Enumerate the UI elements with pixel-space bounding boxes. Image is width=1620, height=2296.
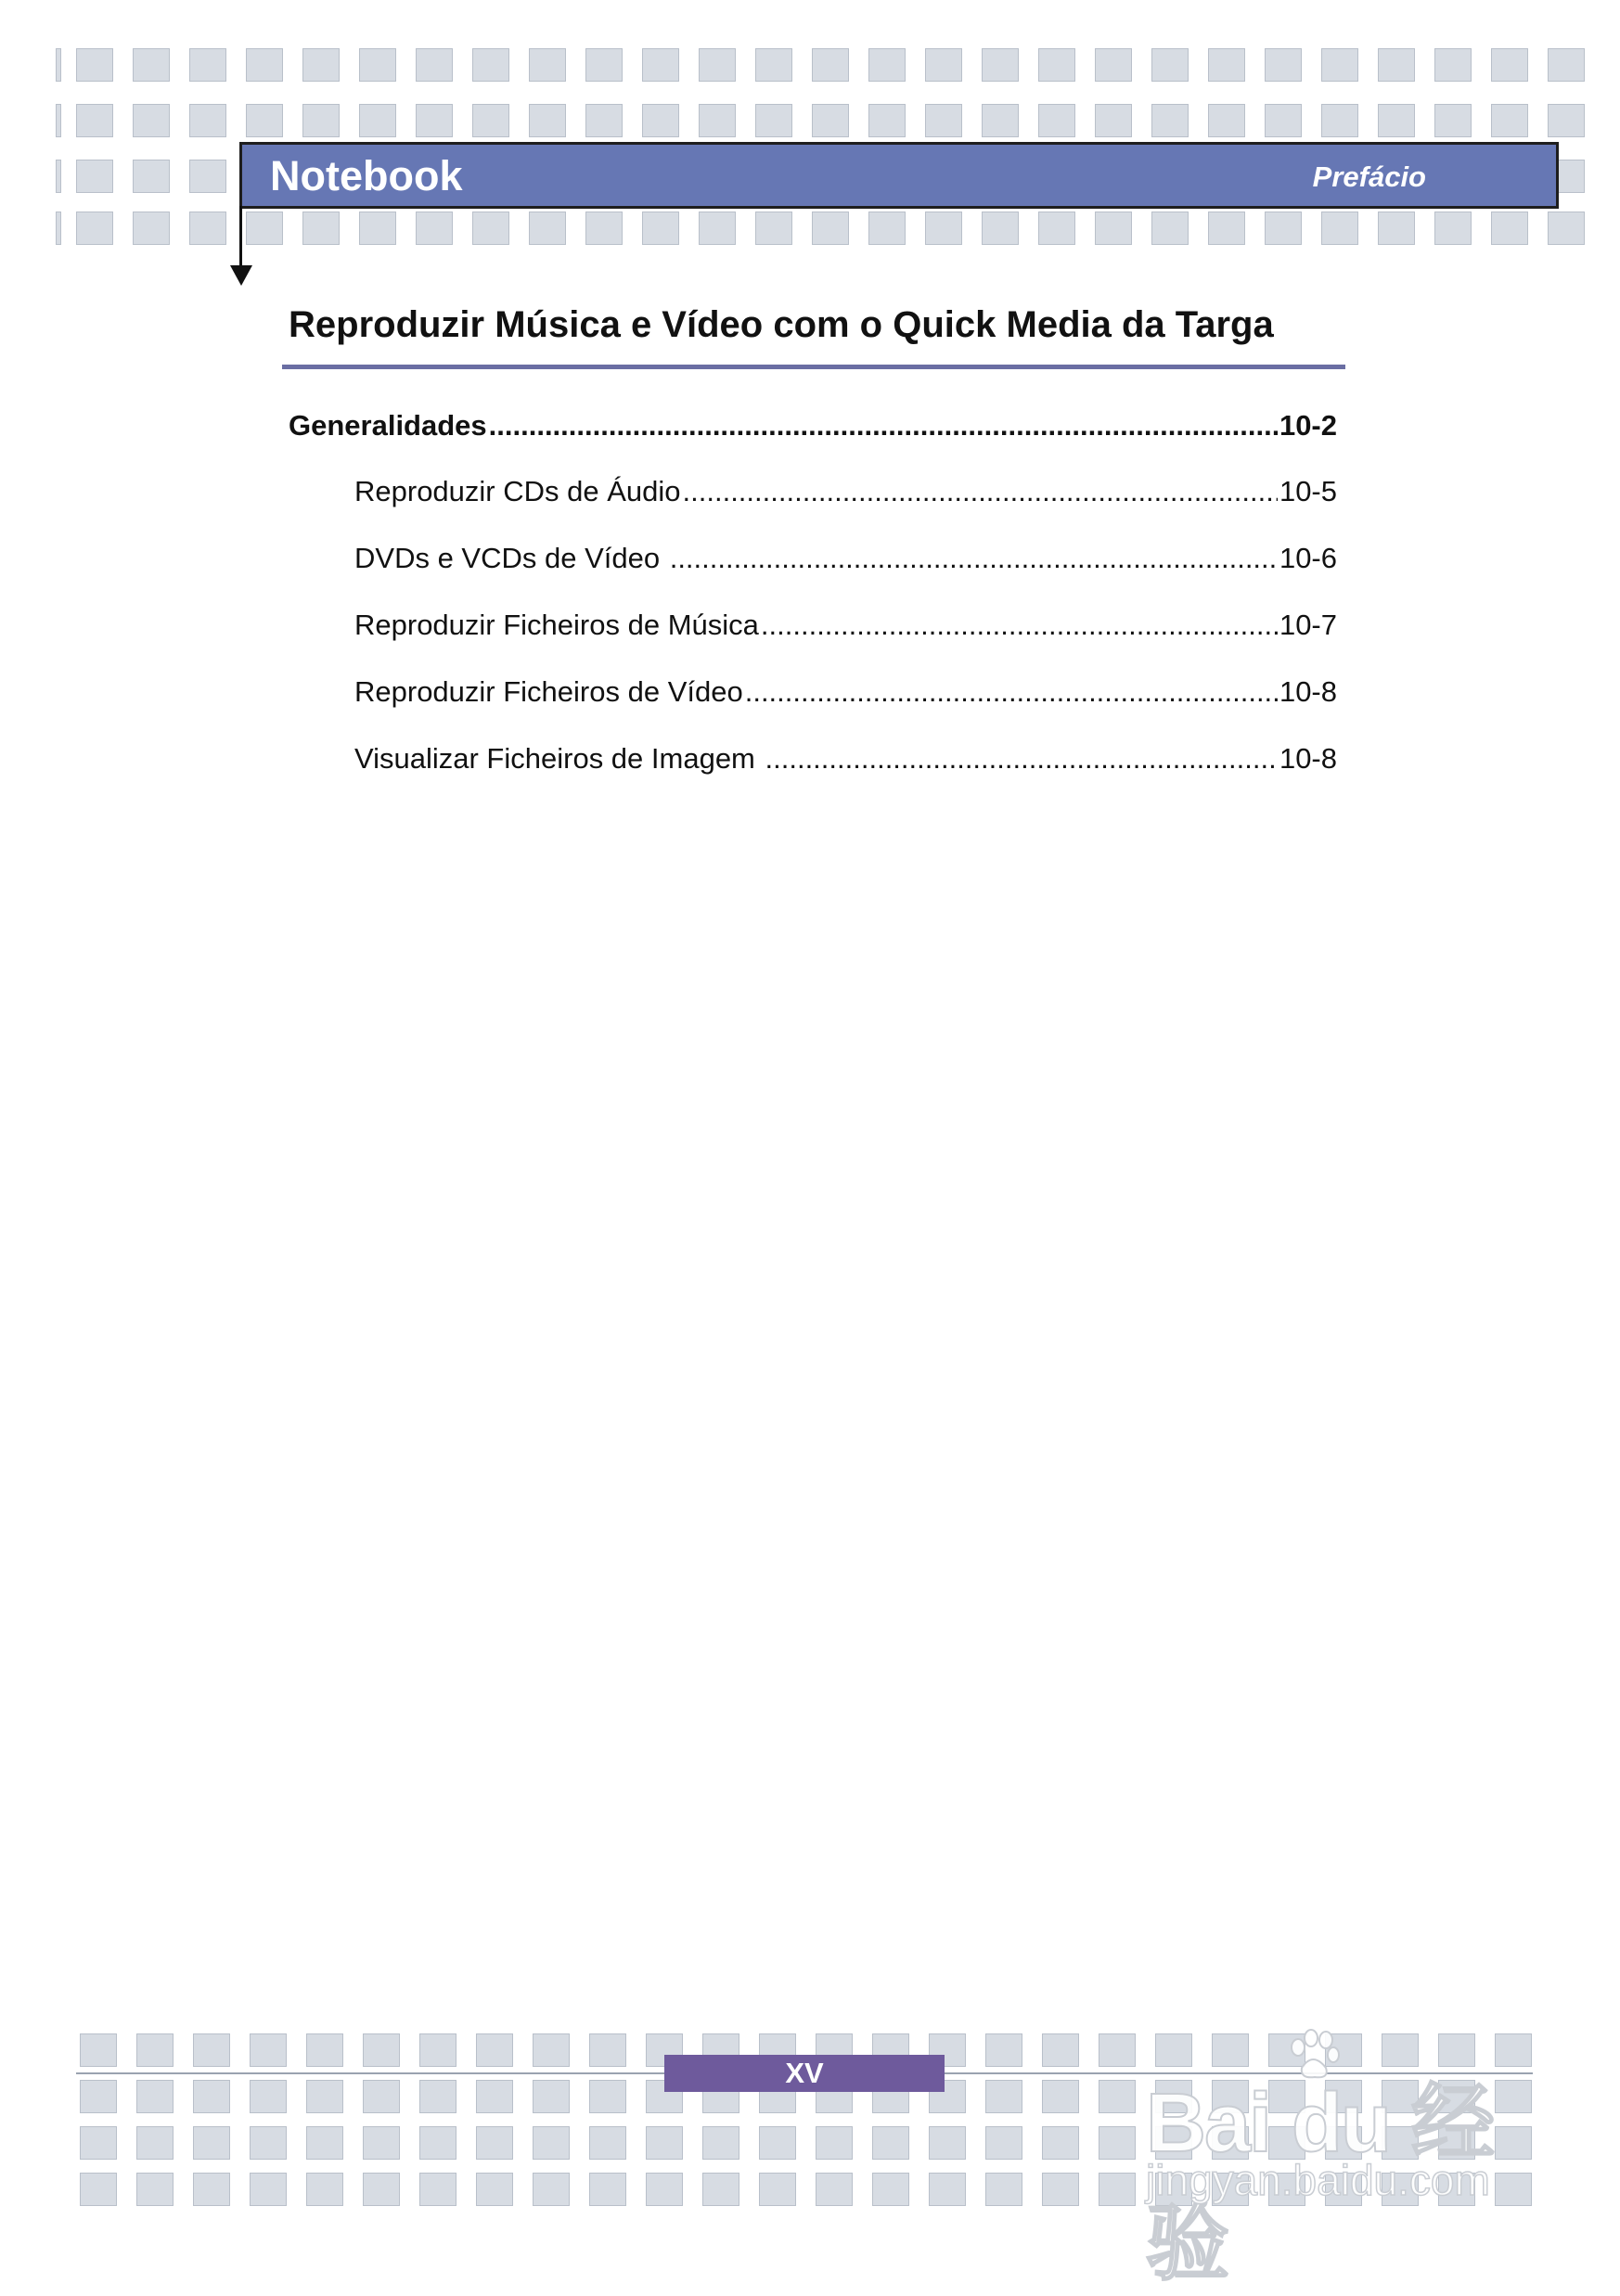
grid-tile <box>872 2126 909 2160</box>
grid-tile <box>1378 48 1415 82</box>
grid-tile <box>193 2173 230 2206</box>
grid-tile <box>1434 212 1472 245</box>
grid-tile <box>985 2126 1022 2160</box>
grid-tile <box>302 212 340 245</box>
grid-tile <box>250 2126 287 2160</box>
toc-entry[interactable] <box>354 742 1337 776</box>
grid-tile <box>1321 48 1358 82</box>
grid-tile <box>982 104 1019 137</box>
grid-tile <box>1099 2126 1136 2160</box>
grid-tile <box>985 2080 1022 2113</box>
toc-leader-dots <box>745 675 1278 709</box>
grid-tile <box>472 212 509 245</box>
grid-tile <box>246 212 283 245</box>
grid-tile <box>476 2126 513 2160</box>
toc-page-number: 10-2 <box>1279 409 1337 442</box>
grid-tile <box>363 2173 400 2206</box>
grid-tile <box>416 104 453 137</box>
grid-tile <box>699 212 736 245</box>
grid-tile <box>136 2033 174 2067</box>
grid-tile <box>80 2173 117 2206</box>
grid-tile <box>359 212 396 245</box>
toc-entry-label: Reproduzir Ficheiros de Música <box>354 609 759 641</box>
grid-tile <box>755 212 792 245</box>
grid-tile <box>755 104 792 137</box>
grid-tile <box>1099 2033 1136 2067</box>
grid-tile <box>476 2173 513 2206</box>
grid-tile <box>76 160 113 193</box>
section-label: Prefácio <box>1312 160 1426 193</box>
grid-tile <box>642 212 679 245</box>
grid-tile <box>646 2126 683 2160</box>
grid-tile <box>1265 48 1302 82</box>
grid-tile <box>1378 104 1415 137</box>
grid-tile <box>1548 212 1585 245</box>
grid-tile <box>80 2080 117 2113</box>
grid-tile <box>812 104 849 137</box>
grid-tile <box>250 2080 287 2113</box>
grid-tile <box>1491 104 1528 137</box>
grid-tile <box>133 212 170 245</box>
grid-tile <box>529 48 566 82</box>
grid-tile <box>985 2173 1022 2206</box>
grid-tile <box>533 2033 570 2067</box>
grid-tile <box>925 212 962 245</box>
toc-page-number: 10-8 <box>1279 742 1337 775</box>
toc-leader-dots <box>670 542 1278 575</box>
toc-leader-dots <box>765 742 1278 776</box>
grid-tile <box>585 48 623 82</box>
grid-tile <box>1042 2033 1079 2067</box>
toc-page-number: 10-6 <box>1279 542 1337 574</box>
grid-tile <box>1095 48 1132 82</box>
grid-tile <box>363 2080 400 2113</box>
grid-tile <box>1151 212 1189 245</box>
arrow-line <box>239 206 242 269</box>
grid-tile <box>136 2173 174 2206</box>
grid-tile <box>699 104 736 137</box>
grid-tile <box>585 212 623 245</box>
page-number: XV <box>664 2055 945 2092</box>
grid-tile <box>189 160 226 193</box>
toc-entry-label: Reproduzir Ficheiros de Vídeo <box>354 675 743 708</box>
grid-tile <box>925 48 962 82</box>
toc-entry-label: DVDs e VCDs de Vídeo <box>354 542 668 574</box>
grid-tile <box>472 48 509 82</box>
grid-tile <box>306 2080 343 2113</box>
toc-leader-dots <box>489 409 1278 443</box>
toc-leader-dots <box>761 609 1278 642</box>
grid-tile <box>133 160 170 193</box>
grid-tile <box>929 2126 966 2160</box>
grid-tile <box>702 2126 739 2160</box>
header-bar <box>239 142 1559 209</box>
grid-tile <box>416 48 453 82</box>
grid-tile <box>419 2033 456 2067</box>
grid-tile <box>1208 104 1245 137</box>
grid-tile <box>193 2126 230 2160</box>
grid-tile <box>246 48 283 82</box>
grid-tile <box>302 104 340 137</box>
grid-tile <box>699 48 736 82</box>
grid-tile <box>133 48 170 82</box>
grid-tile <box>872 2173 909 2206</box>
grid-tile <box>56 212 61 245</box>
grid-tile <box>193 2033 230 2067</box>
grid-tile <box>533 2126 570 2160</box>
grid-tile <box>306 2173 343 2206</box>
grid-tile <box>189 48 226 82</box>
grid-tile <box>189 212 226 245</box>
grid-tile <box>1038 212 1075 245</box>
grid-tile <box>359 104 396 137</box>
grid-tile <box>1265 212 1302 245</box>
grid-tile <box>589 2126 626 2160</box>
grid-tile <box>302 48 340 82</box>
grid-tile <box>306 2126 343 2160</box>
grid-tile <box>1434 48 1472 82</box>
grid-tile <box>759 2173 796 2206</box>
chapter-title: Reproduzir Música e Vídeo com o Quick Media da Targa <box>289 304 1274 345</box>
grid-tile <box>80 2033 117 2067</box>
grid-tile <box>476 2033 513 2067</box>
grid-tile <box>589 2173 626 2206</box>
grid-tile <box>359 48 396 82</box>
toc-entry-label: Reproduzir CDs de Áudio <box>354 475 681 507</box>
grid-tile <box>250 2033 287 2067</box>
toc-entry[interactable] <box>354 675 1337 709</box>
grid-tile <box>1042 2173 1079 2206</box>
grid-tile <box>1099 2080 1136 2113</box>
grid-tile <box>589 2033 626 2067</box>
toc-page-number: 10-5 <box>1279 475 1337 507</box>
grid-tile <box>193 2080 230 2113</box>
grid-tile <box>419 2126 456 2160</box>
grid-tile <box>1095 212 1132 245</box>
grid-tile <box>702 2173 739 2206</box>
grid-tile <box>982 212 1019 245</box>
grid-tile <box>868 212 906 245</box>
grid-tile <box>136 2126 174 2160</box>
grid-tile <box>529 212 566 245</box>
grid-tile <box>1042 2080 1079 2113</box>
grid-tile <box>1321 212 1358 245</box>
grid-tile <box>189 104 226 137</box>
grid-tile <box>1038 104 1075 137</box>
grid-tile <box>1095 104 1132 137</box>
grid-tile <box>646 2173 683 2206</box>
grid-tile <box>416 212 453 245</box>
grid-tile <box>1491 212 1528 245</box>
grid-tile <box>529 104 566 137</box>
grid-tile <box>755 48 792 82</box>
grid-tile <box>1265 104 1302 137</box>
grid-tile <box>1321 104 1358 137</box>
grid-tile <box>816 2173 853 2206</box>
toc-entry-label: Generalidades <box>289 409 487 442</box>
grid-tile <box>1378 212 1415 245</box>
grid-tile <box>1151 48 1189 82</box>
toc-entry[interactable] <box>289 409 1337 443</box>
grid-tile <box>56 104 61 137</box>
grid-tile <box>985 2033 1022 2067</box>
toc-entry[interactable] <box>354 475 1337 508</box>
grid-tile <box>472 104 509 137</box>
grid-tile <box>925 104 962 137</box>
grid-tile <box>76 48 113 82</box>
grid-tile <box>136 2080 174 2113</box>
grid-tile <box>76 104 113 137</box>
grid-tile <box>419 2080 456 2113</box>
grid-tile <box>1208 48 1245 82</box>
grid-tile <box>868 48 906 82</box>
grid-tile <box>812 48 849 82</box>
grid-tile <box>1548 48 1585 82</box>
grid-tile <box>363 2033 400 2067</box>
grid-tile <box>759 2126 796 2160</box>
grid-tile <box>76 212 113 245</box>
grid-tile <box>1038 48 1075 82</box>
grid-tile <box>642 104 679 137</box>
grid-tile <box>533 2173 570 2206</box>
baidu-watermark <box>1146 2027 1536 2290</box>
grid-tile <box>476 2080 513 2113</box>
grid-tile <box>1548 104 1585 137</box>
grid-tile <box>929 2173 966 2206</box>
grid-tile <box>246 104 283 137</box>
grid-tile <box>533 2080 570 2113</box>
title-underline <box>282 365 1345 369</box>
grid-tile <box>1151 104 1189 137</box>
grid-tile <box>816 2126 853 2160</box>
grid-tile <box>56 48 61 82</box>
grid-tile <box>1208 212 1245 245</box>
grid-tile <box>1099 2173 1136 2206</box>
watermark-logo-text: Bai du 经验 <box>1146 2077 1494 2290</box>
grid-tile <box>419 2173 456 2206</box>
toc-entry[interactable] <box>354 542 1337 575</box>
toc-leader-dots <box>683 475 1278 508</box>
grid-tile <box>585 104 623 137</box>
grid-tile <box>589 2080 626 2113</box>
brand-title: Notebook <box>270 152 463 199</box>
grid-tile <box>250 2173 287 2206</box>
watermark-url: jingyan.baidu.com <box>1146 2156 1490 2204</box>
toc-page-number: 10-8 <box>1279 675 1337 708</box>
toc-entry[interactable] <box>354 609 1337 642</box>
grid-tile <box>868 104 906 137</box>
toc-page-number: 10-7 <box>1279 609 1337 641</box>
grid-tile <box>982 48 1019 82</box>
grid-tile <box>1434 104 1472 137</box>
grid-tile <box>56 160 61 193</box>
grid-tile <box>306 2033 343 2067</box>
grid-tile <box>1491 48 1528 82</box>
grid-tile <box>642 48 679 82</box>
grid-tile <box>1042 2126 1079 2160</box>
header-tile-pattern <box>0 0 1620 260</box>
toc-entry-label: Visualizar Ficheiros de Imagem <box>354 742 764 775</box>
grid-tile <box>133 104 170 137</box>
grid-tile <box>363 2126 400 2160</box>
grid-tile <box>812 212 849 245</box>
arrow-down-icon <box>230 265 252 286</box>
grid-tile <box>80 2126 117 2160</box>
